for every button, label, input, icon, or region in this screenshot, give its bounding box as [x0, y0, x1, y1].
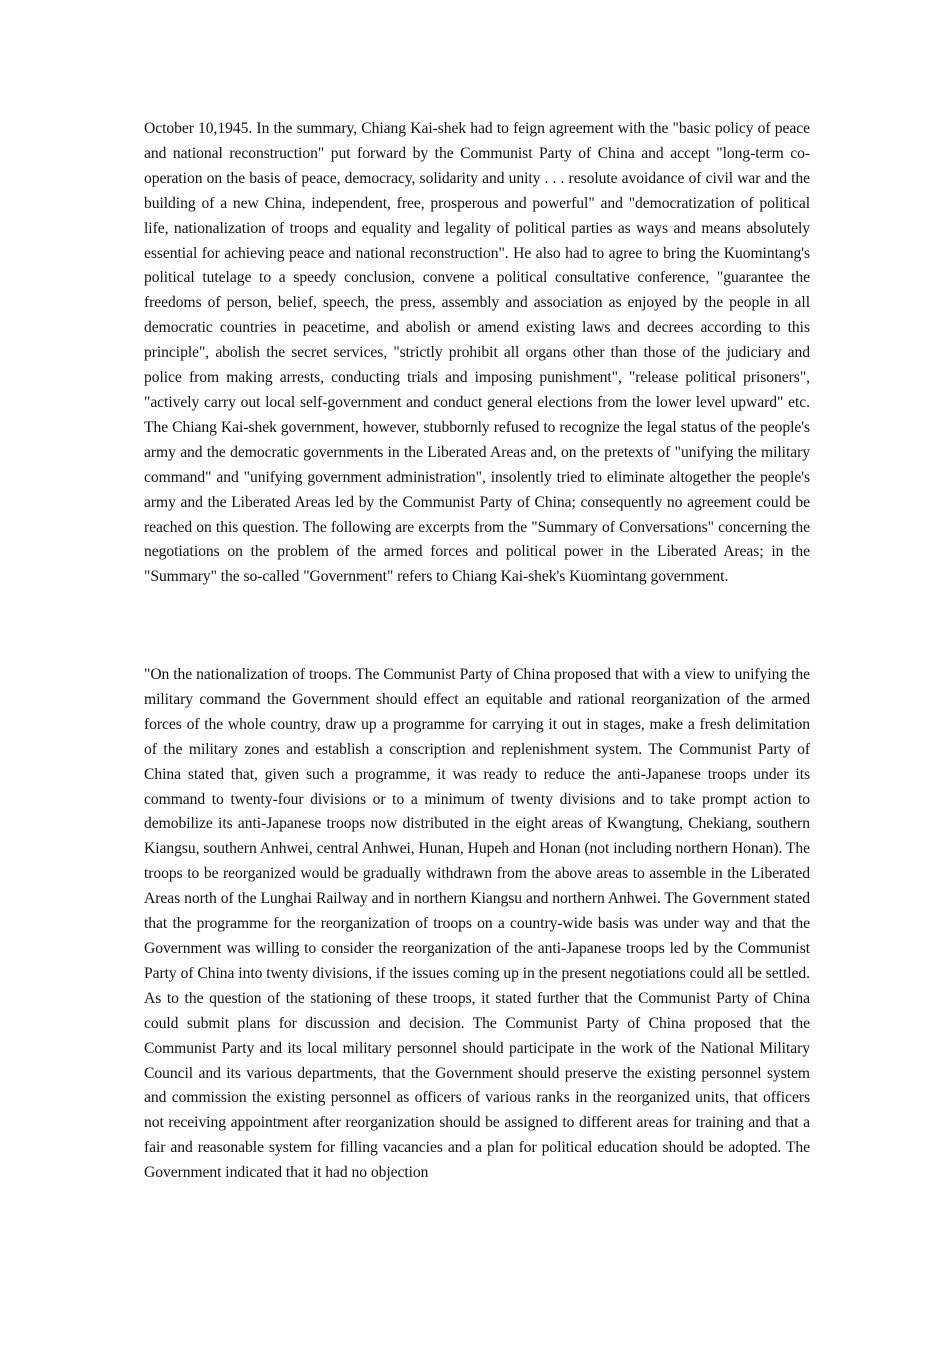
paragraph-summary: October 10,1945. In the summary, Chiang Kai-shek had to feign agreement with the "basic policy of peace and national reconstruction" put forward by the Communist Party of China and accept "long-term co-operation on the basis of peace, democracy, solidarity and unity . . . resolute avoidance of civil war and the building of a new China, independent, free, prosperous and powerful" and "democratization of political life, nationalization of troops and equality and legality of political parties as ways and means absolutely essential for achieving peace and national reconstruction". He also had to agree to bring the Kuomintang's political tutelage to a speedy conclusion, convene a political consultative conference, "guarantee the freedoms of person, belief, speech, the press, assembly and association as enjoyed by the people in all democratic countries in peacetime, and abolish or amend existing laws and decrees according to this principle", abolish the secret services, "strictly prohibit all organs other than those of the judiciary and police from making arrests, conducting trials and imposing punishment", "release political prisoners", "actively carry out local self-government and conduct general elections from the lower level upward" etc. The Chiang Kai-shek government, however, stubbornly refused to recognize the legal status of the people's army and the democratic governments in the Liberated Areas and, on the pretexts of "unifying the military command" and "unifying government administration", insolently tried to eliminate altogether the people's army and the Liberated Areas led by the Communist Party of China; consequently no agreement could be reached on this question. The following are excerpts from the "Summary of Conversations" concerning the negotiations on the problem of the armed forces and political power in the Liberated Areas; in the "Summary" the so-called "Government" refers to Chiang Kai-shek's Kuomintang government. — [144, 120, 810, 586]
paragraph-nationalization-of-troops: "On the nationalization of troops. The Communist Party of China proposed that with a view to unifying the military command the Government should effect an equitable and rational reorganization of the armed forces of the whole country, draw up a programme for carrying it out in stages, make a fresh delimitation of the military zones and establish a conscription and replenishment system. The Communist Party of China stated that, given such a programme, it was ready to reduce the anti-Japanese troops under its command to twenty-four divisions or to a minimum of twenty divisions and to take prompt action to demobilize its anti-Japanese troops now distributed in the eight areas of Kwangtung, Chekiang, southern Kiangsu, southern Anhwei, central Anhwei, Hunan, Hupeh and Honan (not including northern Honan). The troops to be reorganized would be gradually withdrawn from the above areas to assemble in the Liberated Areas north of the Lunghai Railway and in northern Kiangsu and northern Anhwei. The Government stated that the programme for the reorganization of troops on a country-wide basis was under way and that the Government was willing to consider the reorganization of the anti-Japanese troops led by the Communist Party of China into twenty divisions, if the issues coming up in the present negotiations could all be settled. As to the question of the stationing of these troops, it stated further that the Communist Party of China could submit plans for discussion and decision. The Communist Party of China proposed that the Communist Party and its local military personnel should participate in the work of the National Military Council and its various departments, that the Government should preserve the existing personnel system and commission the existing personnel as officers of various ranks in the reorganized units, that officers not receiving appointment after reorganization should be assigned to different areas for training and that a fair and reasonable system for filling vacancies and a plan for political education should be adopted. The Government indicated that it had no objection — [144, 666, 810, 1182]
